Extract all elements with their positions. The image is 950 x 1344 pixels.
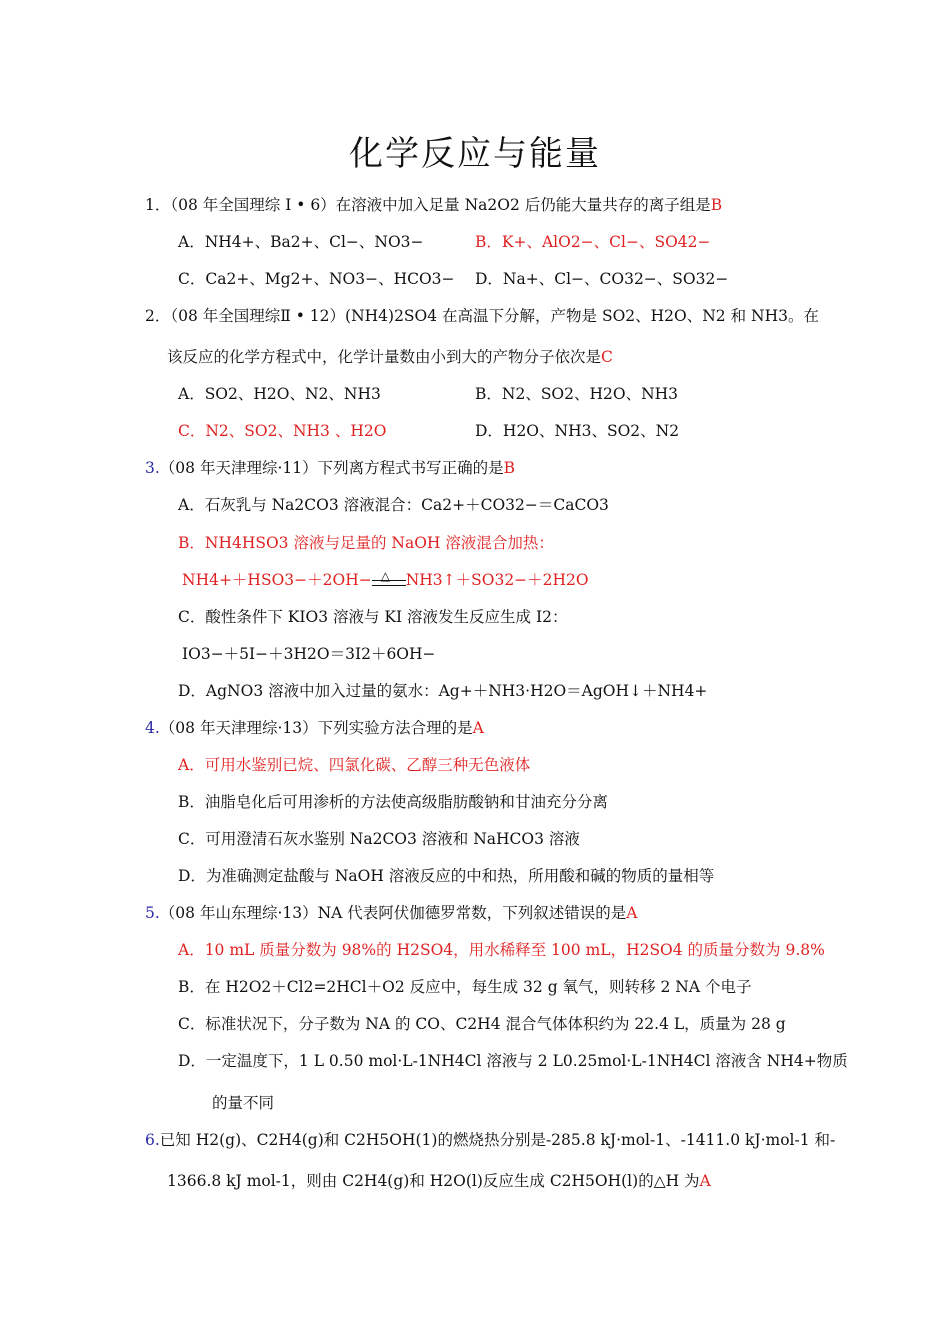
option-c-equation: IO3−＋5I−＋3H2O＝3I2＋6OH−: [182, 645, 436, 663]
question-number: 5.: [145, 904, 160, 922]
option-b: B．油脂皂化后可用渗析的方法使高级脂肪酸钠和甘油充分分离: [178, 793, 608, 811]
question-text: 1366.8 kJ mol-1，则由 C2H4(g)和 H2O(l)反应生成 C2H5OH(l)的△H 为: [167, 1172, 700, 1190]
option-d-cont: 的量不同: [212, 1094, 275, 1112]
question-text: （08 年天津理综·11）下列离方程式书写正确的是: [159, 459, 504, 477]
option-a: A．石灰乳与 Na2CO3 溶液混合：Ca2+＋CO32−＝CaCO3: [178, 496, 609, 514]
heat-arrow-icon: [372, 569, 406, 588]
option-c: C．酸性条件下 KIO3 溶液与 KI 溶液发生反应生成 I2：: [178, 608, 568, 626]
option-c: C．可用澄清石灰水鉴别 Na2CO3 溶液和 NaHCO3 溶液: [178, 830, 580, 848]
question-5: [145, 903, 638, 923]
question-6: [145, 1130, 835, 1150]
equation-left: NH4+＋HSO3−＋2OH−: [182, 571, 372, 589]
question-2: [145, 306, 819, 326]
option-d: D．AgNO3 溶液中加入过量的氨水：Ag+＋NH3·H2O＝AgOH↓＋NH4+: [178, 682, 708, 700]
option-b-equation: [182, 570, 589, 590]
option-d: D．为准确测定盐酸与 NaOH 溶液反应的中和热，所用酸和碱的物质的量相等: [178, 867, 715, 885]
option-b: B．在 H2O2＋Cl2=2HCl＋O2 反应中，每生成 32 g 氧气，则转移 2 NA 个电子: [178, 978, 752, 996]
option-b: B．N2、SO2、H2O、NH3: [475, 385, 679, 403]
question-number: 3.: [145, 459, 160, 477]
option-b: B．K+、AlO2−、Cl−、SO42−: [475, 233, 711, 251]
option-a: A．可用水鉴别已烷、四氯化碳、乙醇三种无色液体: [178, 756, 531, 774]
question-number: 2．: [145, 307, 171, 325]
option-a: A．SO2、H2O、N2、NH3: [178, 385, 381, 403]
question-4: [145, 718, 484, 738]
question-number: 4.: [145, 719, 160, 737]
option-d: D．H2O、NH3、SO2、N2: [475, 422, 680, 440]
heat-symbol: △: [380, 569, 390, 583]
answer: A: [626, 904, 638, 922]
question-text: （08 年山东理综·13）NA 代表阿伏伽德罗常数，下列叙述错误的是: [159, 904, 627, 922]
option-b: B．NH4HSO3 溶液与足量的 NaOH 溶液混合加热：: [178, 534, 554, 552]
question-text: 已知 H2(g)、C2H4(g)和 C2H5OH(1)的燃烧热分别是-285.8 kJ·mol-1、-1411.0 kJ·mol-1 和-: [159, 1131, 836, 1149]
option-a: A．NH4+、Ba2+、Cl−、NO3−: [178, 233, 424, 251]
answer: B: [503, 459, 515, 477]
option-c: C．N2、SO2、NH3 、H2O: [178, 422, 387, 440]
option-d: D．Na+、Cl−、CO32−、SO32−: [475, 270, 729, 288]
question-text: （08 年全国理综Ⅱ • 12）(NH4)2SO4 在高温下分解，产物是 SO2、H2O、N2 和 NH3。在: [170, 307, 819, 325]
answer: B: [710, 196, 723, 214]
equation-right: NH3↑＋SO32−＋2H2O: [405, 571, 589, 589]
question-text: （08 年全国理综 I • 6）在溶液中加入足量 Na2O2 后仍能大量共存的离子组是: [170, 196, 711, 214]
option-d: D．一定温度下，1 L 0.50 mol·L-1NH4Cl 溶液与 2 L0.25mol·L-1NH4Cl 溶液含 NH4+物质: [178, 1052, 848, 1070]
question-number: 1．: [145, 196, 171, 214]
question-3: [145, 458, 515, 478]
answer: C: [601, 348, 613, 366]
option-c: C．标准状况下，分子数为 NA 的 CO、C2H4 混合气体体积约为 22.4 L，质量为 28 g: [178, 1015, 786, 1033]
question-number: 6.: [145, 1131, 160, 1149]
answer: A: [699, 1172, 711, 1190]
question-6-cont: [167, 1171, 711, 1191]
question-1: [145, 195, 722, 215]
option-c: C．Ca2+、Mg2+、NO3−、HCO3−: [178, 270, 455, 288]
question-text: 该反应的化学方程式中，化学计量数由小到大的产物分子依次是: [167, 348, 602, 366]
question-text: （08 年天津理综·13）下列实验方法合理的是: [159, 719, 473, 737]
answer: A: [472, 719, 484, 737]
page-title: 化学反应与能量: [349, 134, 601, 174]
option-a: A．10 mL 质量分数为 98%的 H2SO4，用水稀释至 100 mL，H2SO4 的质量分数为 9.8%: [178, 941, 825, 959]
question-2-cont: [167, 347, 613, 367]
